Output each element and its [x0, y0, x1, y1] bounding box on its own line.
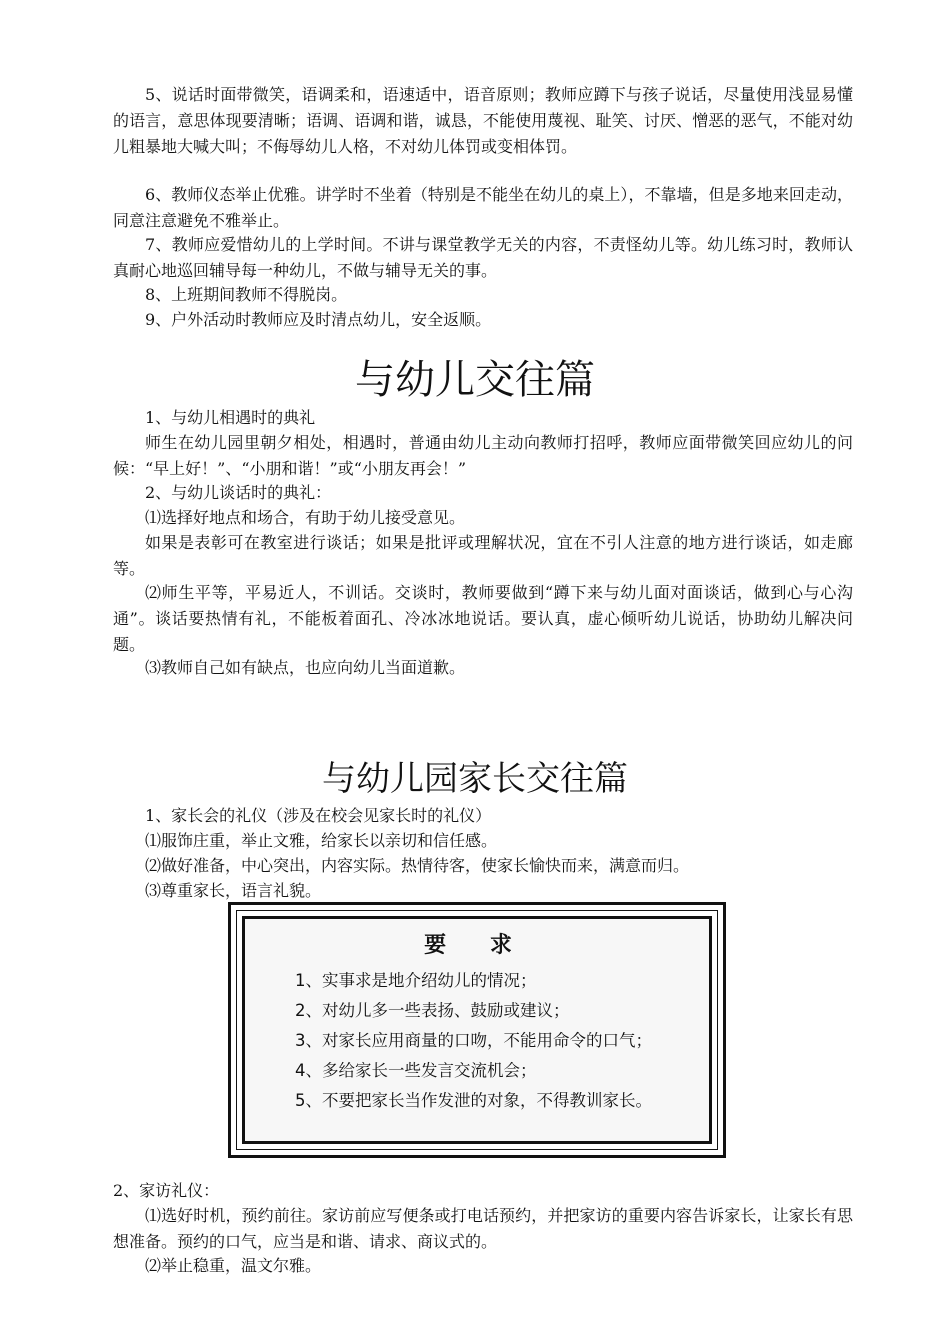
paragraph-parent-2: ⑵做好准备，中心突出，内容实际。热情待客，使家长愉快而来，满意而归。 — [145, 856, 690, 875]
requirement-item: 5、不要把家长当作发泄的对象，不得教训家长。 — [295, 1091, 652, 1110]
paragraph-home-visit-1: ⑴选好时机，预约前往。家访前应写便条或打电话预约，并把家访的重要内容告诉家长，让家长有思想准备。预约的口气，应当是和谐、请求、商议式的。 — [113, 1206, 853, 1251]
paragraph-home-visit-2: ⑵举止稳重，温文尔雅。 — [145, 1256, 322, 1275]
paragraph-talking-3: ⑶教师自己如有缺点，也应向幼儿当面道歉。 — [145, 658, 466, 677]
subheading-home-visit: 2、家访礼仪： — [113, 1181, 220, 1200]
subheading-talking: 2、与幼儿谈话时的典礼： — [145, 483, 332, 502]
paragraph-meeting: 师生在幼儿园里朝夕相处，相遇时，普通由幼儿主动向教师打招呼，教师应面带微笑回应幼儿的问候：“早上好！”、“小朋和谐！”或“小朋友再会！” — [113, 433, 853, 478]
subheading-meeting: 1、与幼儿相遇时的典礼 — [145, 408, 316, 427]
requirements-box-border — [236, 910, 718, 1150]
paragraph-item-6: 6、教师仪态举止优雅。讲学时不坐着（特别是不能坐在幼儿的桌上），不靠墙，但是多地来回走动，同意注意避免不雅举止。 — [113, 185, 853, 230]
paragraph-parent-1: ⑴服饰庄重，举止文雅，给家长以亲切和信任感。 — [145, 831, 498, 850]
section-heading-parents: 与幼儿园家长交往篇 — [322, 759, 628, 799]
requirement-item: 4、多给家长一些发言交流机会； — [295, 1061, 537, 1080]
paragraph-item-7: 7、教师应爱惜幼儿的上学时间。不讲与课堂教学无关的内容，不责怪幼儿等。幼儿练习时，教师认真耐心地巡回辅导每一种幼儿，不做与辅导无关的事。 — [113, 235, 853, 280]
paragraph-talking-2: ⑵师生平等，平易近人，不训话。交谈时，教师要做到“蹲下来与幼儿面对面谈话，做到心与心沟通”。谈话要热情有礼，不能板着面孔、冷冰冰地说话。要认真，虚心倾听幼儿说话，协助幼儿解决问题。 — [113, 583, 853, 654]
requirements-box — [228, 902, 726, 1158]
section-heading-children: 与幼儿交往篇 — [355, 357, 595, 403]
requirement-item: 3、对家长应用商量的口吻，不能用命令的口气； — [295, 1031, 652, 1050]
requirements-title: 要 求 — [424, 933, 530, 958]
paragraph-item-8: 8、上班期间教师不得脱岗。 — [145, 285, 348, 304]
paragraph-parent-3: ⑶尊重家长，语言礼貌。 — [145, 881, 322, 900]
paragraph-item-9: 9、户外活动时教师应及时清点幼儿，安全返顺。 — [145, 310, 492, 329]
requirement-item: 1、实事求是地介绍幼儿的情况； — [295, 971, 537, 990]
paragraph-item-5: 5、说话时面带微笑，语调柔和，语速适中，语音原则；教师应蹲下与孩子说话，尽量使用浅显易懂的语言，意思体现要清晰；语调、语调和谐，诚恳，不能使用蔑视、耻笑、讨厌、憎恶的恶气，不能对幼儿粗暴地大喊大叫；不侮辱幼儿人格，不对幼儿体罚或变相体罚。 — [113, 85, 853, 156]
requirement-item: 2、对幼儿多一些表扬、鼓励或建议； — [295, 1001, 570, 1020]
subheading-parent-meeting: 1、家长会的礼仪（涉及在校会见家长时的礼仪） — [145, 806, 492, 825]
paragraph-talking-1: ⑴选择好地点和场合，有助于幼儿接受意见。 — [145, 508, 466, 527]
paragraph-talking-location: 如果是表彰可在教室进行谈话；如果是批评或理解状况，宜在不引人注意的地方进行谈话，如走廊等。 — [113, 533, 853, 578]
requirements-box-content — [242, 916, 712, 1144]
